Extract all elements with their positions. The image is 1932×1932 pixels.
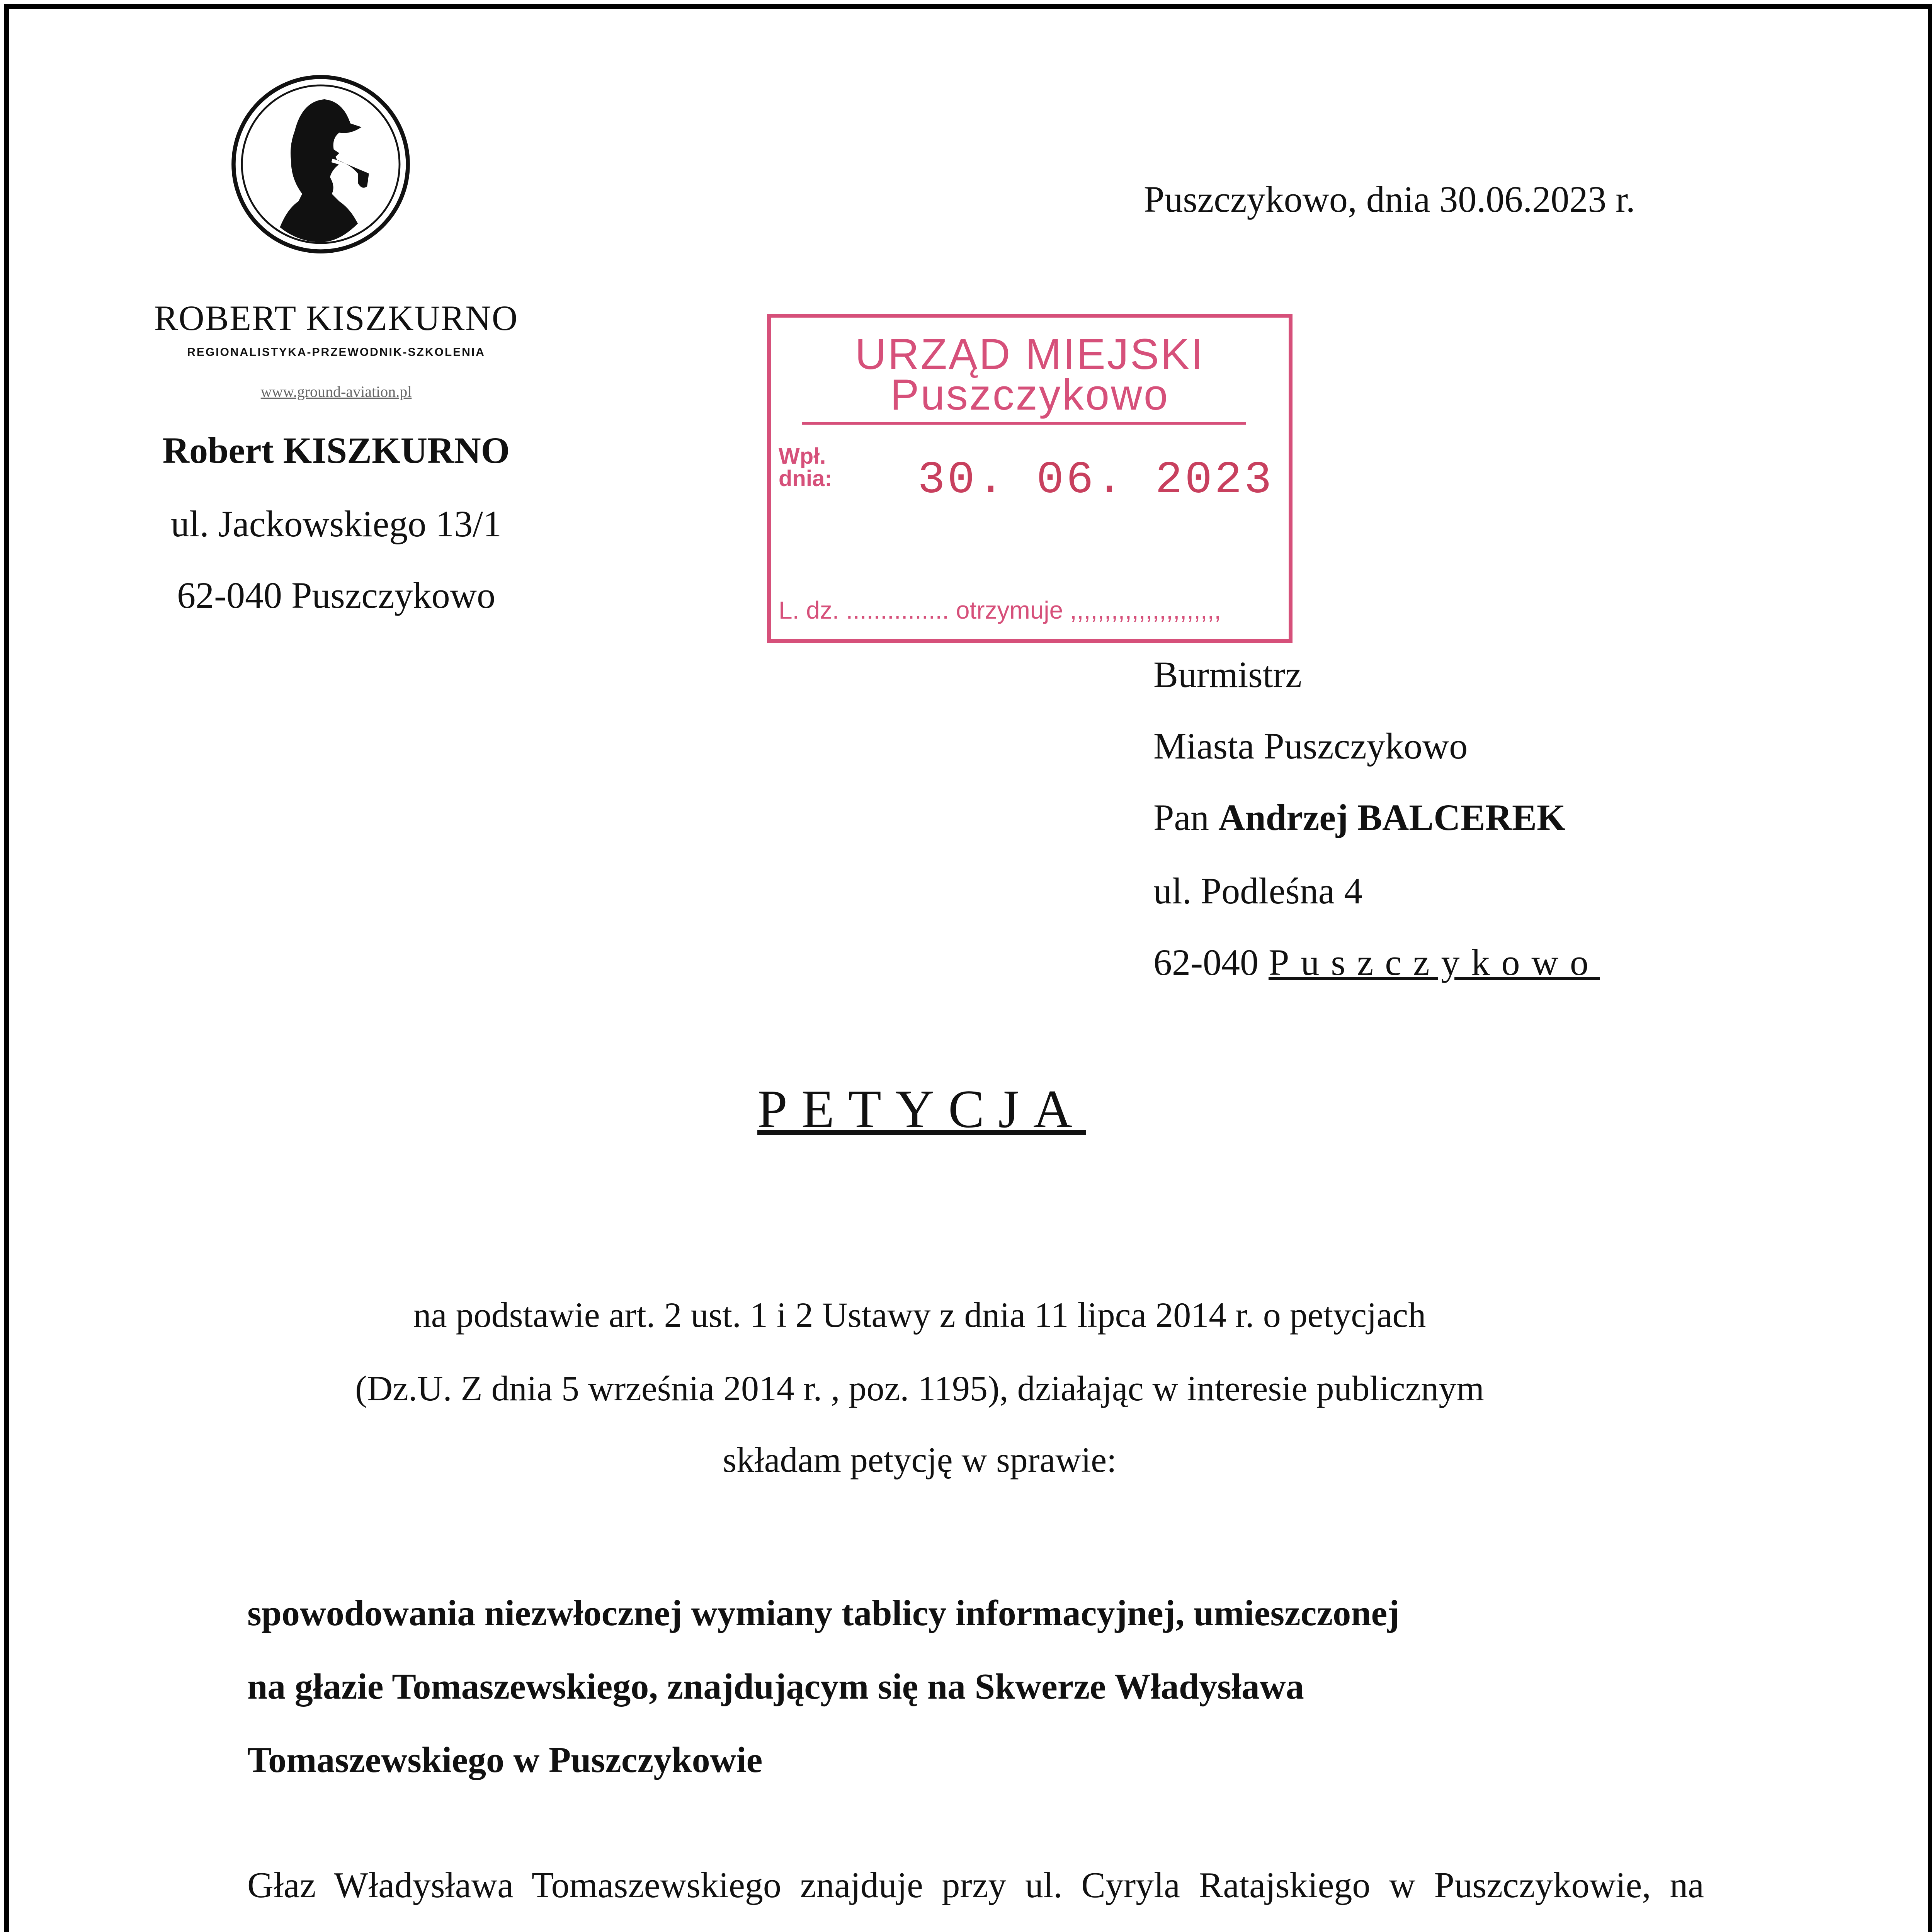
recipient-office: Miasta Puszczykowo <box>1153 725 1468 767</box>
body-paragraph-1: Głaz Władysława Tomaszewskiego znajduje przy ul. Cyryla Ratajskiego w Puszczykowie, na <box>247 1865 1704 1905</box>
recipient-postcode: 62-040 <box>1153 942 1259 983</box>
recipient-name: Andrzej BALCEREK <box>1218 797 1566 838</box>
stamp-dnia-label: dnia: <box>779 466 832 491</box>
detective-silhouette-with-pipe-icon <box>228 71 413 257</box>
sender-website: www.ground-aviation.pl <box>260 383 412 400</box>
stamp-city: Puszczykowo <box>890 371 1170 419</box>
sender-name: Robert KISZKURNO <box>162 430 510 471</box>
stamp-divider <box>802 422 1246 425</box>
stamp-received-label <box>779 445 832 490</box>
document-title: PETYCJA <box>757 1079 1086 1139</box>
recipient-postcode-city <box>1153 941 1600 984</box>
recipient-name-line <box>1153 796 1566 839</box>
recipient-title: Burmistrz <box>1153 654 1302 695</box>
receipt-stamp <box>767 314 1293 643</box>
sender-brand-tagline: REGIONALISTYKA-PRZEWODNIK-SZKOLENIA <box>187 346 485 359</box>
intro-line-3: składam petycję w sprawie: <box>723 1440 1117 1480</box>
subject-line-3: Tomaszewskiego w Puszczykowie <box>247 1740 763 1780</box>
stamp-wpl-label: Wpł. <box>779 444 826 469</box>
stamp-footer: L. dz. ............... otrzymuje ,,,,,,,,,,,,,,,,,,,,,, <box>779 596 1221 624</box>
stamp-date: 30. 06. 2023 <box>918 455 1274 506</box>
intro-line-1: na podstawie art. 2 ust. 1 i 2 Ustawy z dnia 11 lipca 2014 r. o petycjach <box>413 1295 1426 1335</box>
recipient-street: ul. Podleśna 4 <box>1153 870 1363 912</box>
sender-street: ul. Jackowskiego 13/1 <box>171 503 502 544</box>
recipient-city: Puszczykowo <box>1268 942 1600 983</box>
subject-line-2: na głazie Tomaszewskiego, znajdującym się na Skwerze Władysława <box>247 1667 1304 1707</box>
place-and-date: Puszczykowo, dnia 30.06.2023 r. <box>1144 179 1635 220</box>
subject-line-1: spowodowania niezwłocznej wymiany tablicy informacyjnej, umieszczonej <box>247 1593 1400 1633</box>
stamp-office-name: URZĄD MIEJSKI <box>855 330 1205 378</box>
intro-line-2: (Dz.U. Z dnia 5 września 2014 r. , poz. 1195), działając w interesie publicznym <box>355 1369 1484 1408</box>
sender-brand-name: ROBERT KISZKURNO <box>154 298 519 338</box>
sender-postcode-city: 62-040 Puszczykowo <box>177 575 495 616</box>
recipient-prefix: Pan <box>1153 797 1209 838</box>
